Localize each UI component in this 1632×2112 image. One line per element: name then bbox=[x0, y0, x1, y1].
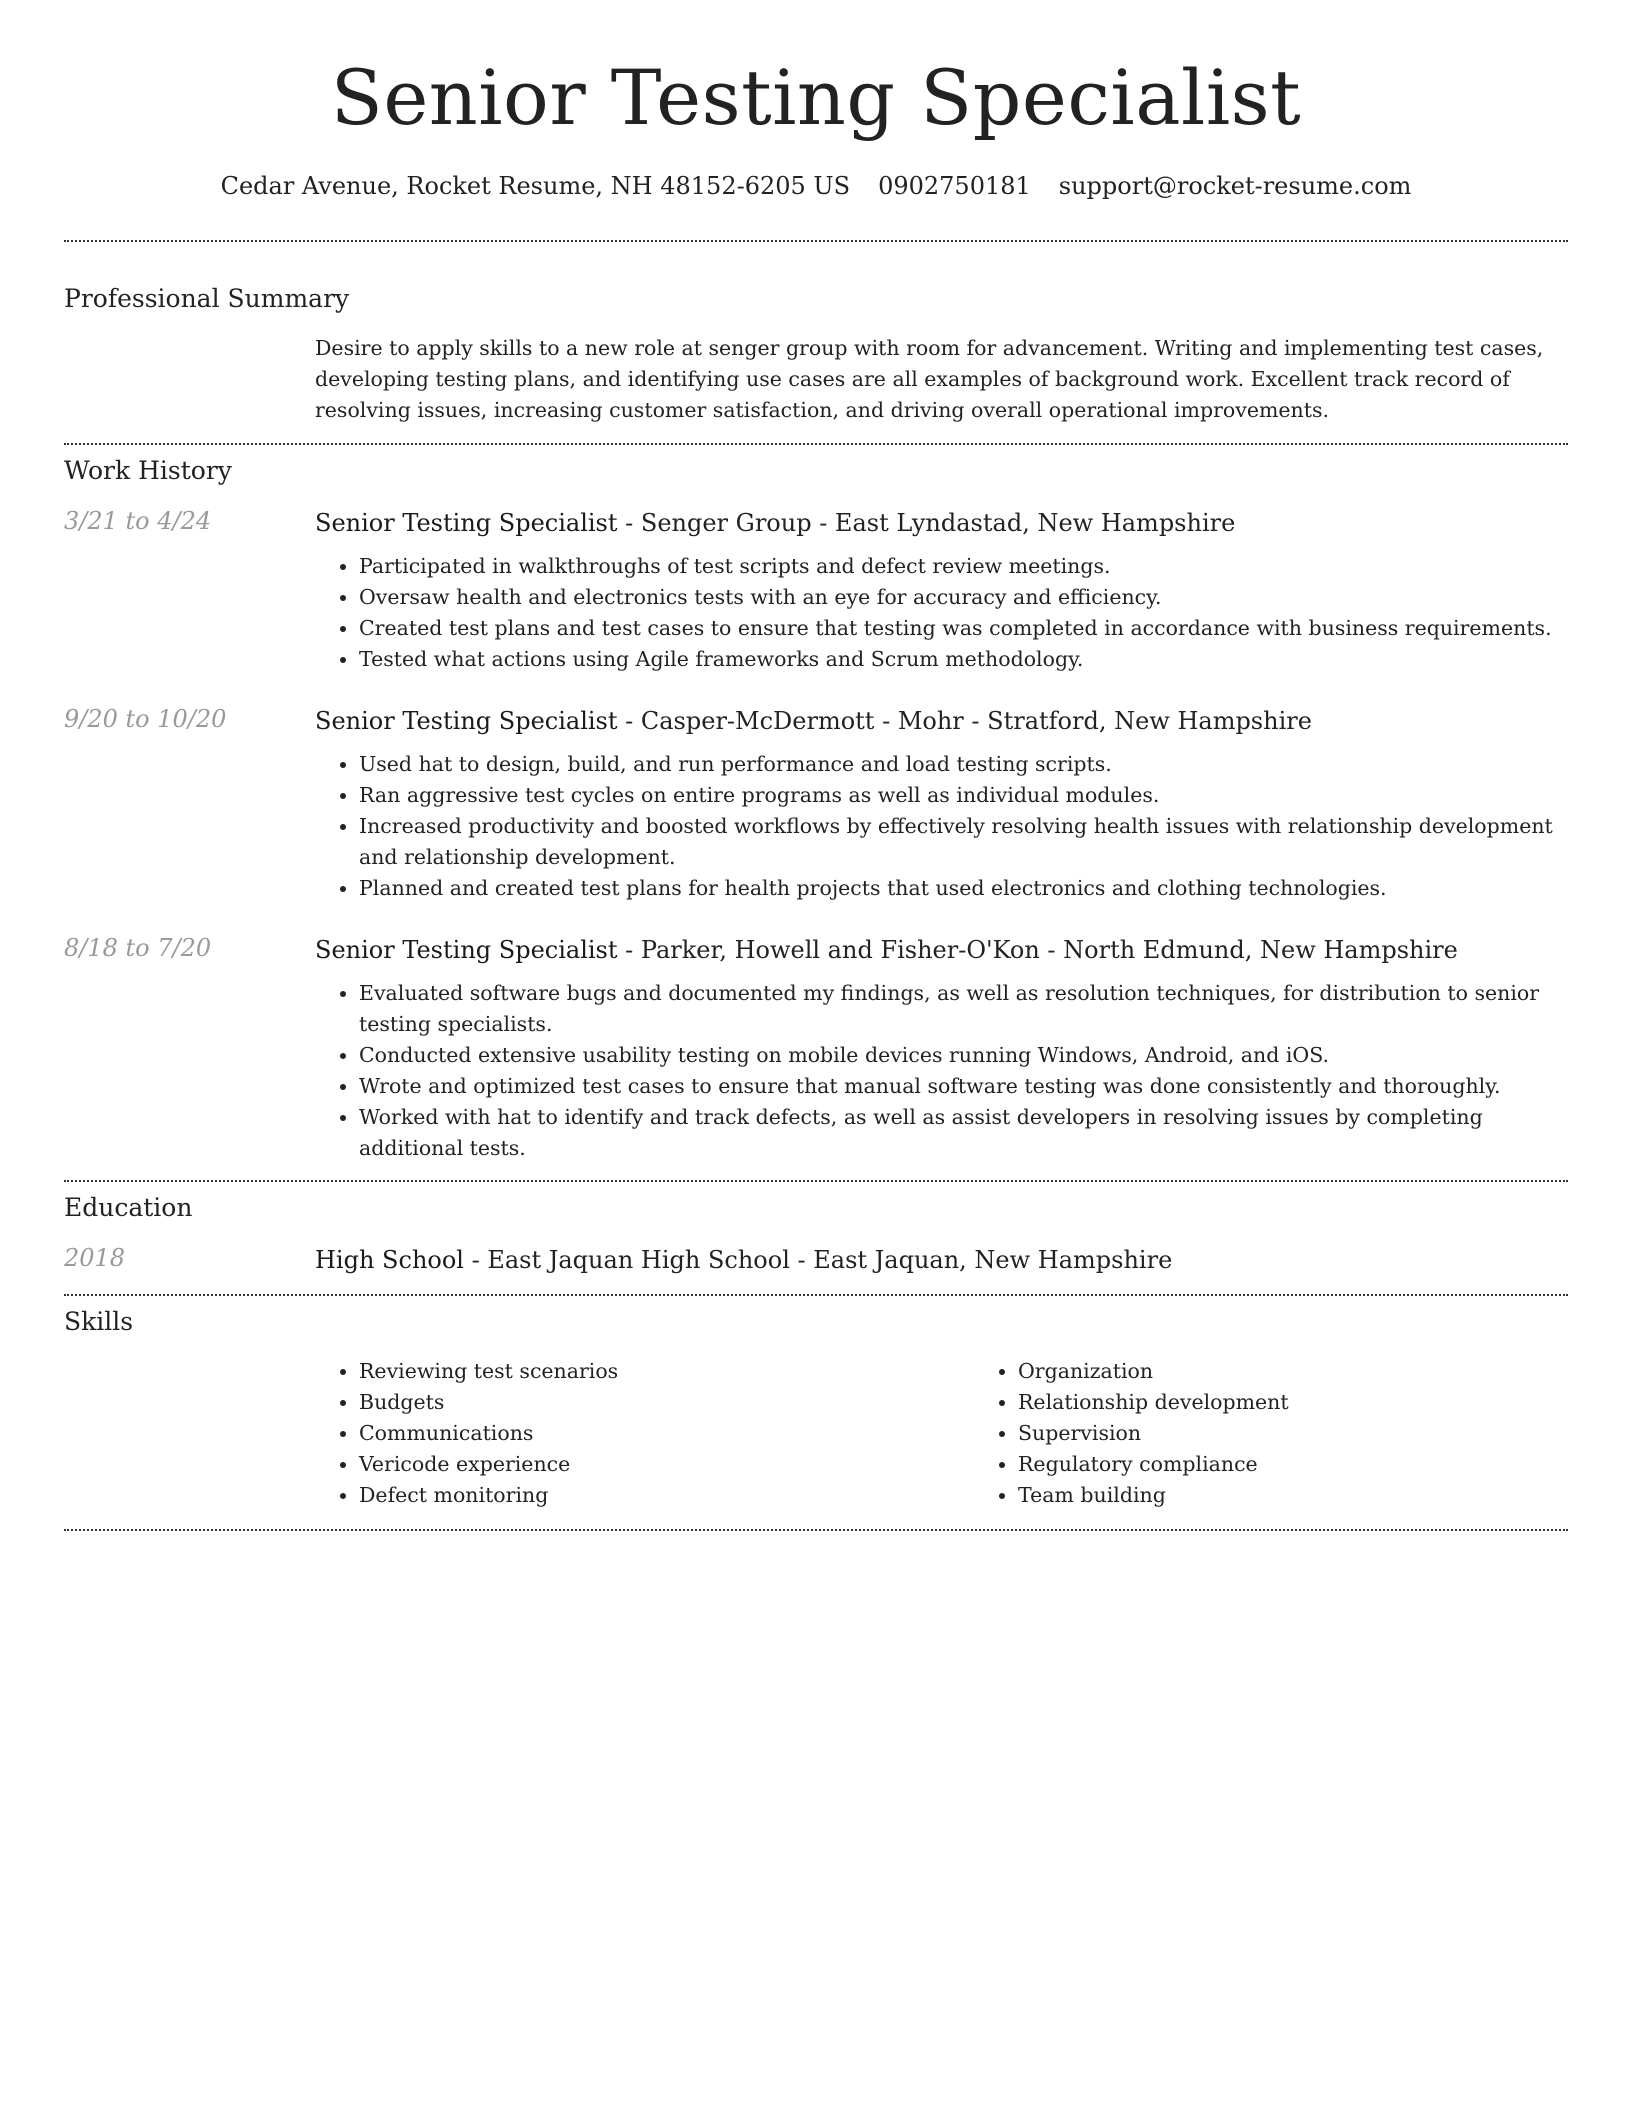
list-item: • Supervision bbox=[1018, 1418, 1632, 1449]
list-item: • Vericode experience bbox=[359, 1449, 974, 1480]
divider bbox=[64, 1294, 1568, 1296]
list-item: • Budgets bbox=[359, 1387, 974, 1418]
divider bbox=[64, 1529, 1568, 1531]
job-dates: 9/20 to 10/20 bbox=[64, 705, 227, 733]
list-item: • Planned and created test plans for health projects that used electronics and clothing technologies. bbox=[359, 873, 1568, 904]
list-item: • Ran aggressive test cycles on entire programs as well as individual modules. bbox=[359, 780, 1568, 811]
job-bullets bbox=[315, 749, 1568, 904]
list-item: • Communications bbox=[359, 1418, 974, 1449]
list-item: • Oversaw health and electronics tests with an eye for accuracy and efficiency. bbox=[359, 582, 1568, 613]
education-year: 2018 bbox=[64, 1244, 126, 1272]
candidate-name: Senior Testing Specialist bbox=[330, 53, 1302, 142]
divider bbox=[64, 1180, 1568, 1182]
education-title: Education bbox=[64, 1193, 193, 1222]
skills-title: Skills bbox=[64, 1307, 134, 1336]
job-dates: 3/21 to 4/24 bbox=[64, 507, 212, 535]
list-item: • Organization bbox=[1018, 1356, 1632, 1387]
contact-address: Cedar Avenue, Rocket Resume, NH 48152-6205 US bbox=[220, 172, 851, 200]
job-details: - Parker, Howell and Fisher-O'Kon - North Edmund, New Hampshire bbox=[617, 936, 1458, 964]
list-item: • Used hat to design, build, and run performance and load testing scripts. bbox=[359, 749, 1568, 780]
list-item: • Team building bbox=[1018, 1480, 1632, 1511]
divider bbox=[64, 443, 1568, 445]
list-item: • Relationship development bbox=[1018, 1387, 1632, 1418]
education-degree: High School bbox=[315, 1246, 464, 1274]
job-details: - Casper-McDermott - Mohr - Stratford, New Hampshire bbox=[617, 707, 1312, 735]
summary-section bbox=[64, 284, 1568, 426]
list-item: • Reviewing test scenarios bbox=[359, 1356, 974, 1387]
contact-email: support@rocket-resume.com bbox=[1058, 172, 1412, 200]
skills-section bbox=[64, 1307, 1568, 1511]
education-details: - East Jaquan High School - East Jaquan, New Hampshire bbox=[463, 1246, 1173, 1274]
job-bullets bbox=[315, 551, 1568, 675]
skills-list-right bbox=[974, 1356, 1632, 1511]
list-item: • Created test plans and test cases to ensure that testing was completed in accordance with business requirements. bbox=[359, 613, 1568, 644]
job-dates: 8/18 to 7/20 bbox=[64, 934, 212, 962]
divider bbox=[64, 240, 1568, 242]
job-heading bbox=[315, 705, 1568, 737]
skills-list-left bbox=[315, 1356, 974, 1511]
skills-columns bbox=[315, 1356, 1632, 1511]
list-item: • Defect monitoring bbox=[359, 1480, 974, 1511]
list-item: • Wrote and optimized test cases to ensure that manual software testing was done consistently and thoroughly. bbox=[359, 1071, 1568, 1102]
job-heading bbox=[315, 507, 1568, 539]
job-heading bbox=[315, 934, 1568, 966]
list-item: • Tested what actions using Agile frameworks and Scrum methodology. bbox=[359, 644, 1568, 675]
list-item: • Increased productivity and boosted workflows by effectively resolving health issues with relationship development and relationship development. bbox=[359, 811, 1568, 873]
contact-line bbox=[64, 172, 1568, 200]
job-role: Senior Testing Specialist bbox=[315, 509, 618, 537]
job-role: Senior Testing Specialist bbox=[315, 936, 618, 964]
job-details: - Senger Group - East Lyndastad, New Hampshire bbox=[617, 509, 1236, 537]
education-heading bbox=[315, 1244, 1568, 1276]
education-entry bbox=[64, 1244, 1568, 1276]
summary-text: Desire to apply skills to a new role at senger group with room for advancement. Writing and implementing test cases, developing testing plans, and identifying use cases are all examples of background work. Excellent track record of resolving issues, increasing customer satisfaction, and driving overall operational improvements. bbox=[315, 336, 1544, 422]
list-item: • Evaluated software bugs and documented my findings, as well as resolution techniques, for distribution to senior testing specialists. bbox=[359, 978, 1568, 1040]
summary-title: Professional Summary bbox=[64, 284, 350, 313]
job-entry bbox=[64, 507, 1568, 675]
list-item: • Regulatory compliance bbox=[1018, 1449, 1632, 1480]
job-role: Senior Testing Specialist bbox=[315, 707, 618, 735]
education-section bbox=[64, 1193, 1568, 1276]
contact-phone: 0902750181 bbox=[878, 172, 1031, 200]
list-item: • Worked with hat to identify and track defects, as well as assist developers in resolving issues by completing additional tests. bbox=[359, 1102, 1568, 1164]
work-history-section bbox=[64, 456, 1568, 1164]
list-item: • Participated in walkthroughs of test scripts and defect review meetings. bbox=[359, 551, 1568, 582]
list-item: • Conducted extensive usability testing on mobile devices running Windows, Android, and iOS. bbox=[359, 1040, 1568, 1071]
job-entry bbox=[64, 934, 1568, 1164]
work-history-title: Work History bbox=[64, 456, 232, 485]
job-bullets bbox=[315, 978, 1568, 1164]
job-entry bbox=[64, 705, 1568, 904]
